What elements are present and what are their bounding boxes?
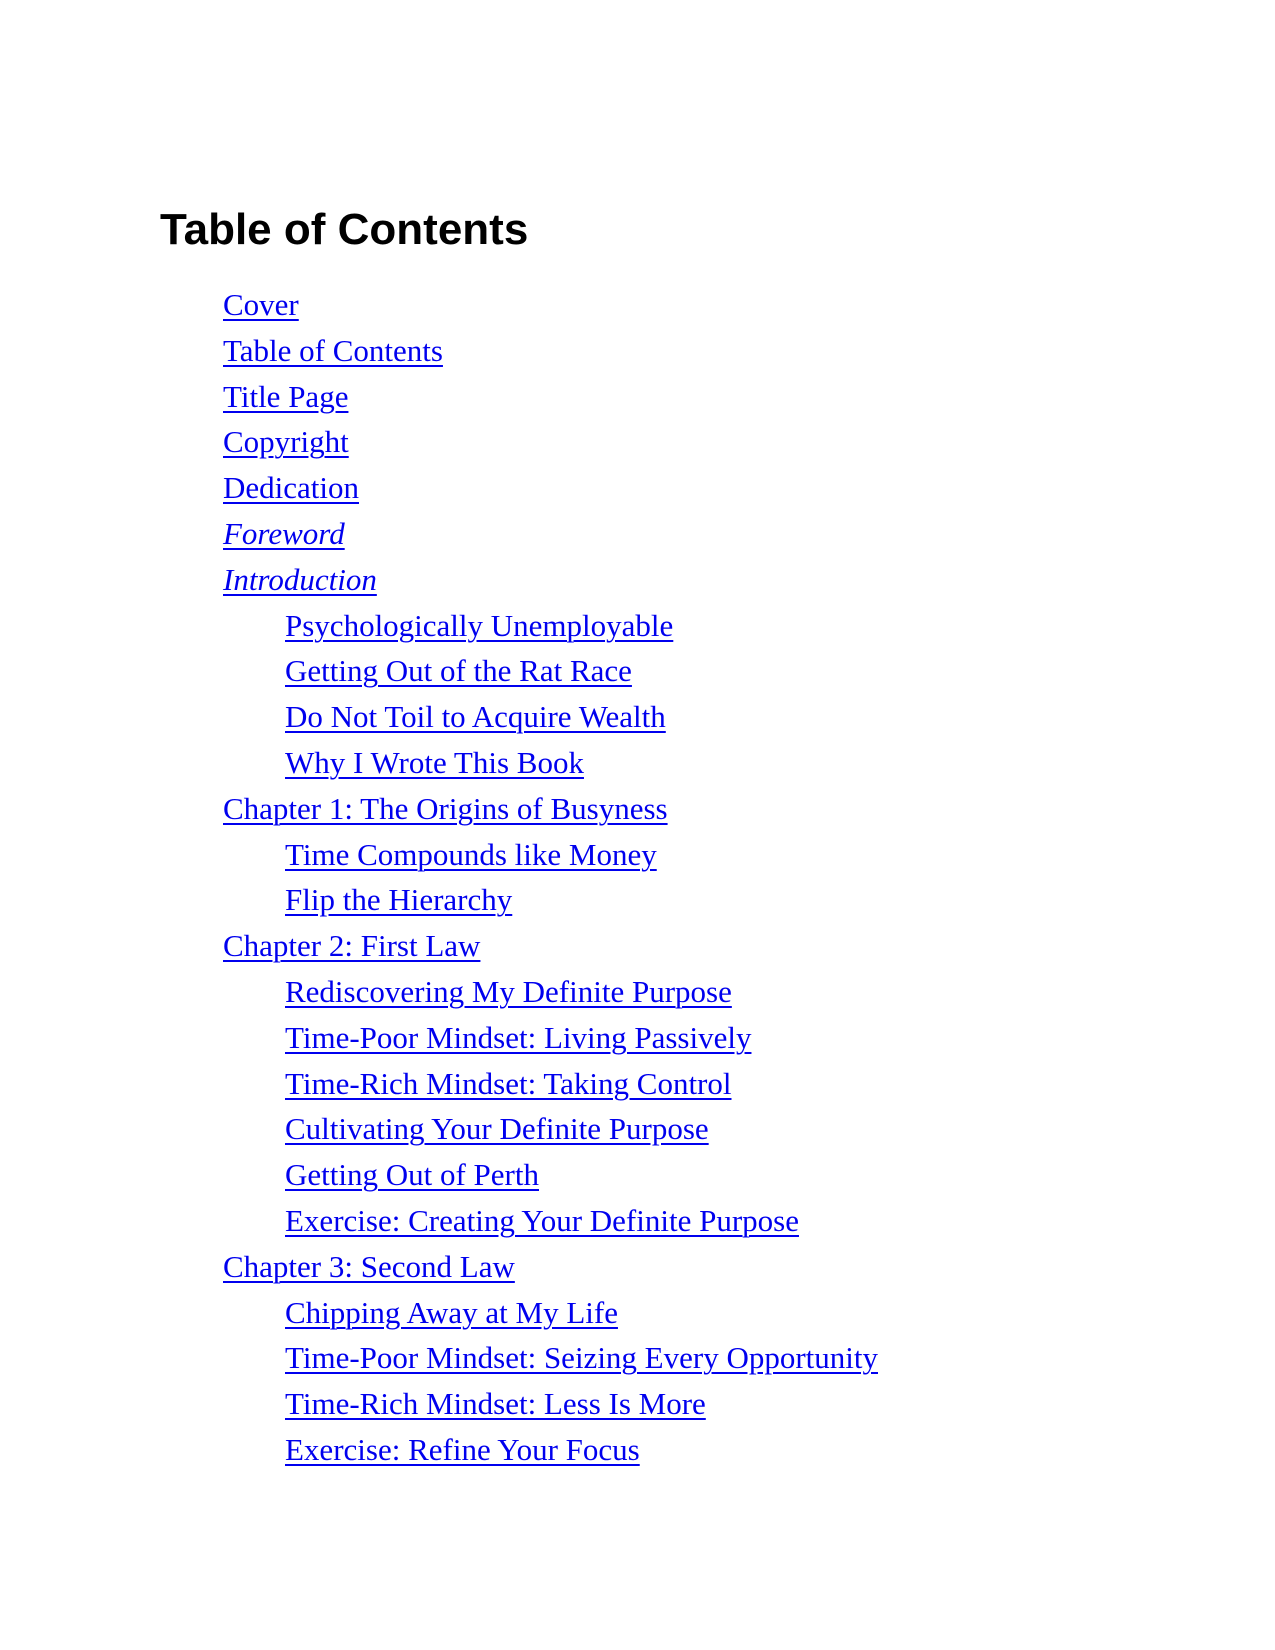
toc-link[interactable]: Title Page [223,378,349,414]
toc-entry [0,1201,1275,1247]
toc-link[interactable]: Chipping Away at My Life [285,1294,618,1330]
toc-link[interactable]: Cover [223,287,299,322]
toc-entry [0,377,1275,423]
toc-entry [0,331,1275,377]
toc-entry [0,926,1275,972]
toc-link[interactable]: Psychologically Unemployable [285,607,674,643]
toc-link[interactable]: Foreword [223,515,345,551]
toc-entry [0,560,1275,606]
toc-entry [0,1064,1275,1110]
toc-link[interactable]: Why I Wrote This Book [285,744,584,780]
toc-link[interactable]: Chapter 2: First Law [223,928,481,964]
toc-entry [0,880,1275,926]
toc-link[interactable]: Time-Poor Mindset: Living Passively [285,1019,752,1055]
toc-link[interactable]: Table of Contents [223,332,443,368]
toc-entry [0,1293,1275,1339]
toc-link[interactable]: Copyright [223,424,349,460]
toc-entry [0,1247,1275,1293]
toc-entry [0,651,1275,697]
toc-link[interactable]: Exercise: Refine Your Focus [285,1431,640,1467]
toc-link[interactable]: Rediscovering My Definite Purpose [285,973,732,1009]
toc-entry [0,1109,1275,1155]
toc-link[interactable]: Do Not Toil to Acquire Wealth [285,699,666,735]
toc-link[interactable]: Chapter 3: Second Law [223,1248,515,1284]
toc-entry [0,1384,1275,1430]
page-title: Table of Contents [160,205,529,254]
toc-entry [0,743,1275,789]
toc-link[interactable]: Flip the Hierarchy [285,882,513,918]
toc-link[interactable]: Getting Out of the Rat Race [285,653,632,689]
toc-link[interactable]: Getting Out of Perth [285,1157,539,1193]
toc-entry [0,285,1275,331]
toc-link[interactable]: Time-Rich Mindset: Taking Control [285,1065,732,1101]
toc-entry [0,468,1275,514]
toc-list [0,285,1275,1476]
toc-entry [0,606,1275,652]
toc-link[interactable]: Time Compounds like Money [285,836,657,872]
toc-link[interactable]: Exercise: Creating Your Definite Purpose [285,1202,799,1238]
toc-entry [0,422,1275,468]
toc-entry [0,1338,1275,1384]
toc-entry [0,1018,1275,1064]
toc-entry [0,789,1275,835]
toc-entry [0,697,1275,743]
toc-link[interactable]: Time-Rich Mindset: Less Is More [285,1386,706,1422]
toc-link[interactable]: Time-Poor Mindset: Seizing Every Opportunity [285,1340,878,1376]
toc-entry [0,1155,1275,1201]
toc-entry [0,972,1275,1018]
toc-entry [0,1430,1275,1476]
toc-link[interactable]: Cultivating Your Definite Purpose [285,1111,709,1147]
toc-entry [0,835,1275,881]
toc-entry [0,514,1275,560]
toc-link[interactable]: Dedication [223,470,360,506]
toc-link[interactable]: Introduction [223,561,377,597]
toc-link[interactable]: Chapter 1: The Origins of Busyness [223,790,668,826]
